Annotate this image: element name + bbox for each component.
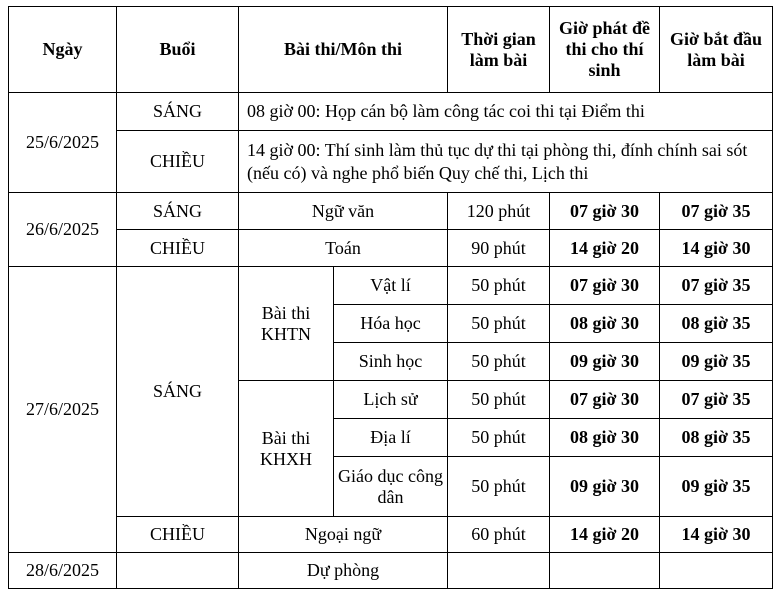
- table-row: [9, 267, 773, 305]
- header-session: Buổi: [117, 7, 239, 93]
- subject-cell: Hóa học: [334, 305, 448, 343]
- given-time-cell: 08 giờ 30: [550, 305, 660, 343]
- duration-cell: 120 phút: [448, 193, 550, 230]
- duration-cell: 50 phút: [448, 343, 550, 381]
- header-duration: Thời gian làm bài: [448, 7, 550, 93]
- start-time-cell: 09 giờ 35: [660, 343, 773, 381]
- start-time-cell: 09 giờ 35: [660, 457, 773, 517]
- duration-cell: 60 phút: [448, 517, 550, 553]
- duration-cell: 50 phút: [448, 381, 550, 419]
- given-time-cell: [550, 553, 660, 589]
- start-time-cell: 14 giờ 30: [660, 517, 773, 553]
- note-cell: 14 giờ 00: Thí sinh làm thủ tục dự thi tại phòng thi, đính chính sai sót (nếu có) và nghe phổ biến Quy chế thi, Lịch thi: [239, 131, 773, 193]
- header-start-time: Giờ bắt đầu làm bài: [660, 7, 773, 93]
- session-cell: [117, 553, 239, 589]
- note-cell: 08 giờ 00: Họp cán bộ làm công tác coi thi tại Điểm thi: [239, 93, 773, 131]
- duration-cell: 50 phút: [448, 305, 550, 343]
- subject-cell: Ngoại ngữ: [239, 517, 448, 553]
- subject-cell: Giáo dục công dân: [334, 457, 448, 517]
- subject-cell: Sinh học: [334, 343, 448, 381]
- session-cell: CHIỀU: [117, 131, 239, 193]
- given-time-cell: 09 giờ 30: [550, 457, 660, 517]
- subject-cell: Địa lí: [334, 419, 448, 457]
- start-time-cell: 14 giờ 30: [660, 230, 773, 267]
- session-cell: CHIỀU: [117, 517, 239, 553]
- start-time-cell: 07 giờ 35: [660, 193, 773, 230]
- session-cell: SÁNG: [117, 267, 239, 517]
- given-time-cell: 14 giờ 20: [550, 517, 660, 553]
- header-exam-given-time: Giờ phát đề thi cho thí sinh: [550, 7, 660, 93]
- date-cell: 27/6/2025: [9, 267, 117, 553]
- date-cell: 28/6/2025: [9, 553, 117, 589]
- table-row: [9, 230, 773, 267]
- duration-cell: 50 phút: [448, 267, 550, 305]
- group-cell-khxh: Bài thi KHXH: [239, 381, 334, 517]
- table-row: [9, 131, 773, 193]
- start-time-cell: 07 giờ 35: [660, 381, 773, 419]
- subject-cell: Ngữ văn: [239, 193, 448, 230]
- given-time-cell: 07 giờ 30: [550, 381, 660, 419]
- session-cell: SÁNG: [117, 93, 239, 131]
- duration-cell: 50 phút: [448, 419, 550, 457]
- date-cell: 26/6/2025: [9, 193, 117, 267]
- table-row: [9, 553, 773, 589]
- exam-schedule-table: [8, 6, 773, 589]
- start-time-cell: 07 giờ 35: [660, 267, 773, 305]
- header-row: [9, 7, 773, 93]
- group-cell-khtn: Bài thi KHTN: [239, 267, 334, 381]
- given-time-cell: 14 giờ 20: [550, 230, 660, 267]
- duration-cell: 90 phút: [448, 230, 550, 267]
- start-time-cell: 08 giờ 35: [660, 305, 773, 343]
- subject-cell: Toán: [239, 230, 448, 267]
- given-time-cell: 07 giờ 30: [550, 193, 660, 230]
- duration-cell: 50 phút: [448, 457, 550, 517]
- subject-cell: Vật lí: [334, 267, 448, 305]
- table-row: [9, 193, 773, 230]
- start-time-cell: 08 giờ 35: [660, 419, 773, 457]
- header-subject: Bài thi/Môn thi: [239, 7, 448, 93]
- subject-cell: Lịch sử: [334, 381, 448, 419]
- subject-cell: Dự phòng: [239, 553, 448, 589]
- table-row: [9, 93, 773, 131]
- given-time-cell: 09 giờ 30: [550, 343, 660, 381]
- duration-cell: [448, 553, 550, 589]
- start-time-cell: [660, 553, 773, 589]
- date-cell: 25/6/2025: [9, 93, 117, 193]
- given-time-cell: 07 giờ 30: [550, 267, 660, 305]
- header-date: Ngày: [9, 7, 117, 93]
- session-cell: CHIỀU: [117, 230, 239, 267]
- session-cell: SÁNG: [117, 193, 239, 230]
- given-time-cell: 08 giờ 30: [550, 419, 660, 457]
- table-row: [9, 517, 773, 553]
